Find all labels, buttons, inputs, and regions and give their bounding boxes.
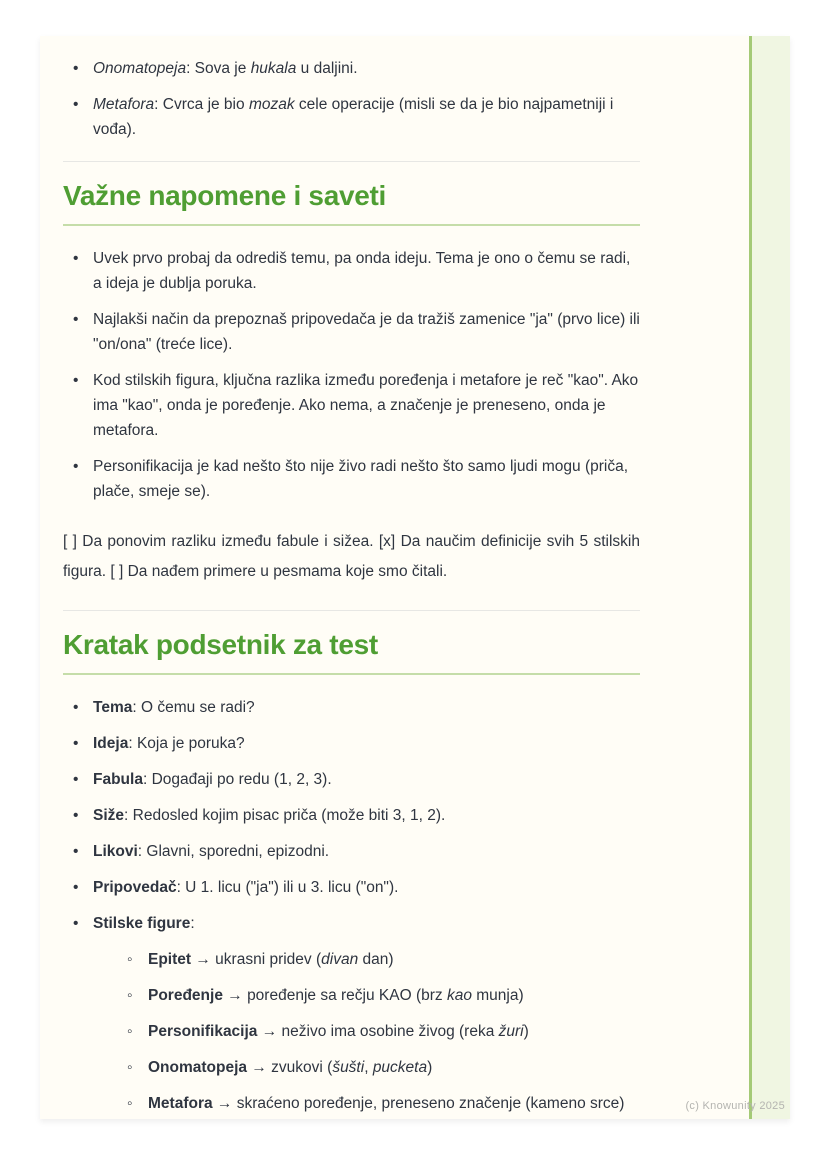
text-segment: Tema (93, 699, 133, 716)
list-item (63, 454, 640, 504)
bullet-list (63, 56, 640, 142)
section-divider (63, 610, 640, 611)
text-segment: Onomatopeja (148, 1059, 248, 1076)
todo-paragraph (63, 527, 640, 587)
sub-list-item (118, 983, 640, 1008)
section-heading: Kratak podsetnik za test (63, 628, 640, 675)
text-segment: Epitet (148, 951, 192, 968)
list-item (63, 368, 640, 443)
sub-list-item (118, 1055, 640, 1080)
text-segment: pucketa (372, 1059, 428, 1076)
list-item (63, 56, 640, 81)
page-accent-strip (749, 36, 790, 1119)
text-segment: Kod stilskih figura, ključna razlika između poređenja i metafore je reč "kao". Ako ima "kao", onda je poređenje. Ako nema, a značenje je preneseno, onda je metafora. (93, 372, 639, 439)
list-item (63, 803, 640, 828)
text-segment: : Događaji po redu (1, 2, 3). (142, 771, 332, 788)
list-item (63, 92, 640, 142)
text-segment: Siže (93, 807, 125, 824)
document-content (63, 56, 640, 1116)
text-segment: Onomatopeja (93, 60, 187, 77)
section-heading: Važne napomene i saveti (63, 179, 640, 226)
text-segment: Fabula (93, 771, 143, 788)
text-segment: ) (427, 1059, 433, 1076)
list-item (63, 911, 640, 1116)
note-page (40, 36, 790, 1119)
text-segment: kao (446, 987, 472, 1004)
text-segment: Likovi (93, 843, 138, 860)
text-segment: : Cvrca je bio (154, 96, 249, 113)
text-segment: : (190, 915, 195, 932)
list-item (63, 767, 640, 792)
text-segment: : Glavni, sporedni, epizodni. (137, 843, 330, 860)
bullet-list (63, 246, 640, 504)
text-segment: Metafora (93, 96, 155, 113)
text-segment: , (364, 1059, 373, 1076)
text-segment: : Redosled kojim pisac priča (može biti 3, 1, 2). (124, 807, 446, 824)
list-item (63, 731, 640, 756)
sub-list-item (118, 947, 640, 972)
text-segment: hukala (250, 60, 297, 77)
list-item (63, 695, 640, 720)
text-segment: munja) (471, 987, 524, 1004)
text-segment: [ ] Da ponovim razliku između fabule i sižea. [x] Da naučim definicije svih 5 stilskih figura. [ ] Da nađem primere u pesmama koje smo čitali. (63, 533, 640, 580)
text-segment: → zvukovi ( (247, 1059, 333, 1076)
text-segment: : O čemu se radi? (132, 699, 255, 716)
text-segment: : Sova je (186, 60, 251, 77)
text-segment: divan (321, 951, 359, 968)
text-segment: → poređenje sa rečju KAO (brz (222, 987, 447, 1004)
text-segment: Pripovedač (93, 879, 177, 896)
text-segment: Personifikacija (148, 1023, 258, 1040)
text-segment: : Koja je poruka? (128, 735, 245, 752)
list-item (63, 307, 640, 357)
text-segment: šušti (332, 1059, 365, 1076)
text-segment: Uvek prvo probaj da odrediš temu, pa onda ideju. Tema je ono o čemu se radi, a ideja je dublja poruka. (93, 250, 631, 292)
text-segment: Ideja (93, 735, 129, 752)
section-divider (63, 161, 640, 162)
text-segment: Personifikacija je kad nešto što nije živo radi nešto što samo ljudi mogu (priča, plače, smeje se). (93, 458, 629, 500)
text-segment: u daljini. (296, 60, 358, 77)
text-segment: : U 1. licu ("ja") ili u 3. licu ("on"). (176, 879, 399, 896)
list-item (63, 246, 640, 296)
footer-credit: (c) Knowunity 2025 (685, 1100, 785, 1112)
list-item (63, 839, 640, 864)
text-segment: → skraćeno poređenje, preneseno značenje (kameno srce) (212, 1095, 625, 1112)
list-item (63, 875, 640, 900)
sub-bullet-list (118, 947, 640, 1116)
text-segment: žuri (498, 1023, 524, 1040)
bullet-list (63, 695, 640, 1116)
sub-list-item (118, 1019, 640, 1044)
text-segment: mozak (248, 96, 295, 113)
sub-list-item (118, 1091, 640, 1116)
text-segment: → neživo ima osobine živog (reka (257, 1023, 499, 1040)
text-segment: ) (523, 1023, 529, 1040)
text-segment: Metafora (148, 1095, 213, 1112)
text-segment: cele operacije (misli se da je bio najpametniji i vođa). (93, 96, 614, 138)
text-segment: Poređenje (148, 987, 223, 1004)
text-segment: Najlakši način da prepoznaš pripovedača je da tražiš zamenice "ja" (prvo lice) ili "on/ona" (treće lice). (93, 311, 640, 353)
text-segment: dan) (358, 951, 394, 968)
text-segment: Stilske figure (93, 915, 191, 932)
text-segment: → ukrasni pridev ( (191, 951, 322, 968)
